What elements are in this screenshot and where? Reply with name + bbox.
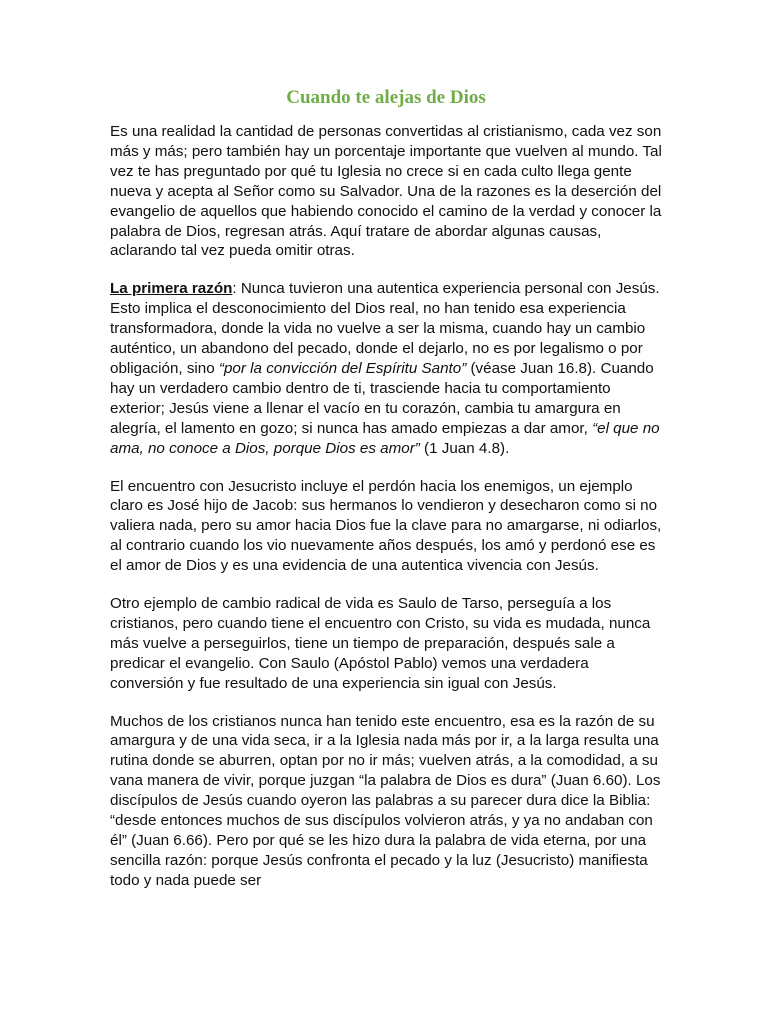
paragraph-muchos-cristianos: Muchos de los cristianos nunca han tenido este encuentro, esa es la razón de su amargura y de una vida seca, ir a la Iglesia nada más por ir, a la larga resulta una rutina donde se aburren, optan por no ir más; vuelven atrás, a la comodidad, a su vana manera de vivir, porque juzgan “la palabra de Dios es dura” (Juan 6.60). Los discípulos de Jesús cuando oyeron las palabras a su parecer dura dice la Biblia: “desde entonces muchos de sus discípulos volvieron atrás, y ya no andaban con él” (Juan 6.66). Pero por qué se les hizo dura la palabra de vida eterna, por una sencilla razón: porque Jesús confronta el pecado y la luz (Jesucristo) manifiesta todo y nada puede ser [110,712,661,889]
first-reason-heading: La primera razón [110,280,233,298]
first-reason-text-3: (1 Juan 4.8). [419,439,510,457]
paragraph-first-reason [110,279,662,458]
paragraph-saulo: Otro ejemplo de cambio radical de vida es Saulo de Tarso, perseguía a los cristianos, pero cuando tiene el encuentro con Cristo, su vida es mudada, nunca más vuelve a perseguirlos, tiene un tiempo de preparación, después sale a predicar el evangelio. Con Saulo (Apóstol Pablo) vemos una verdadera conversión y fue resultado de una experiencia sin igual con Jesús. [110,595,651,692]
quote-espiritu-santo: “por la convicción del Espíritu Santo” [218,359,467,377]
paragraph-jose: El encuentro con Jesucristo incluye el perdón hacia los enemigos, un ejemplo claro es José hijo de Jacob: sus hermanos lo vendieron y desecharon como si no valiera nada, pero su amor hacia Dios fue la clave para no amargarse, ni odiarlos, al contrario cuando los vio nuevamente años después, los amó y perdonó ese es el amor de Dios y es una evidencia de una autentica vivencia con Jesús. [110,477,662,575]
first-reason-text-2: (véase Juan 16.8). Cuando hay un verdadero cambio dentro de ti, trasciende hacia tu comportamiento exterior; Jesús viene a llenar el vacío en tu corazón, cambia tu amargura en alegría, el lamento en gozo; si nunca has amado empiezas a dar amor, [110,359,654,437]
quote-dios-es-amor: “el que no ama, no conoce a Dios, porque Dios es amor” [110,419,660,457]
document-title: Cuando te alejas de Dios [286,87,486,108]
first-reason-text-1: : Nunca tuvieron una autentica experiencia personal con Jesús. Esto implica el desconocimiento del Dios real, no han tenido esa experiencia transformadora, donde la vida no vuelve a ser la misma, cuando hay un cambio auténtico, un abandono del pecado, donde el dejarlo, no es por legalismo o por obligación, sino [110,280,660,377]
document-page [110,84,662,909]
paragraph-intro: Es una realidad la cantidad de personas convertidas al cristianismo, cada vez son más y más; pero también hay un porcentaje importante que vuelven al mundo. Tal vez te has preguntado por qué tu Iglesia no crece si en cada culto llega gente nueva y acepta al Señor como su Salvador. Una de la razones es la deserción del evangelio de aquellos que habiendo conocido el camino de la verdad y conocer la palabra de Dios, regresan atrás. Aquí tratare de abordar algunas causas, aclarando tal vez pueda omitir otras. [110,123,662,260]
